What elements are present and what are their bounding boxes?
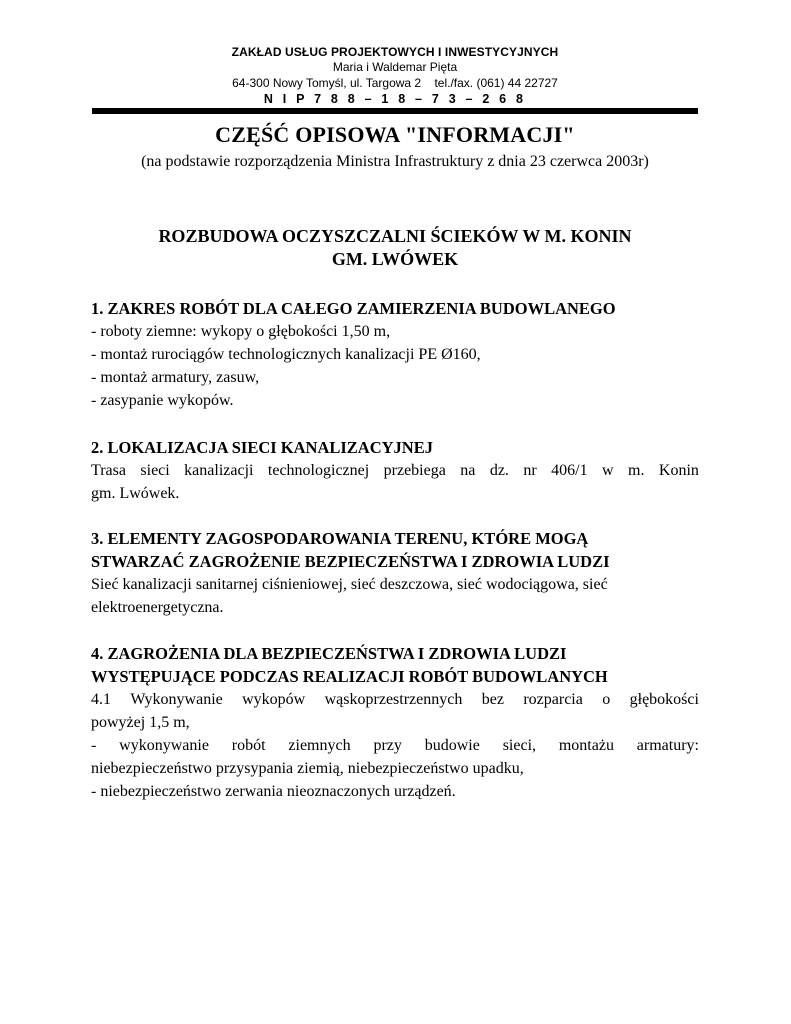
paragraph-line xyxy=(91,459,699,482)
project-title-line: GM. LWÓWEK xyxy=(331,249,459,269)
company-address: 64-300 Nowy Tomyśl, ul. Targowa 2 tel./fax. (061) 44 22727 xyxy=(232,76,558,90)
section-heading: 4. ZAGROŻENIA DLA BEZPIECZEŃSTWA I ZDROWIA LUDZI xyxy=(91,644,567,663)
word: m. xyxy=(628,462,645,479)
company-name: ZAKŁAD USŁUG PROJEKTOWYCH I INWESTYCYJNYCH xyxy=(231,45,559,59)
section-scope-of-works xyxy=(91,297,699,412)
list-item: - montaż armatury, zasuw, xyxy=(91,369,260,386)
paragraph-line: Sieć kanalizacji sanitarnej ciśnieniowej, sieć deszczowa, sieć wodociągowa, sieć xyxy=(91,576,608,593)
list-item: - zasypanie wykopów. xyxy=(91,392,234,409)
word: przy xyxy=(373,737,402,754)
section-heading: WYSTĘPUJĄCE PODCZAS REALIZACJI ROBÓT BUDOWLANYCH xyxy=(91,667,608,686)
document-subtitle: (na podstawie rozporządzenia Ministra Infrastruktury z dnia 23 czerwca 2003r) xyxy=(141,153,649,170)
list-item: - montaż rurociągów technologicznych kanalizacji PE Ø160, xyxy=(91,346,481,363)
section-site-elements xyxy=(91,527,699,619)
project-title xyxy=(92,225,698,271)
word: Wykonywanie xyxy=(130,691,223,708)
word: sieci xyxy=(140,462,170,479)
paragraph-line: elektroenergetyczna. xyxy=(91,599,224,616)
section-heading: 2. LOKALIZACJA SIECI KANALIZACYJNEJ xyxy=(91,438,433,457)
paragraph-line xyxy=(91,688,699,711)
company-owners: Maria i Waldemar Pięta xyxy=(332,60,458,74)
document-title: CZĘŚĆ OPISOWA "INFORMACJI" xyxy=(215,122,575,147)
word: rozparcia xyxy=(523,691,583,708)
paragraph-line: powyżej 1,5 m, xyxy=(91,714,190,731)
list-item: - roboty ziemne: wykopy o głębokości 1,50 m, xyxy=(91,323,391,340)
header-divider xyxy=(92,108,698,114)
section-heading: STWARZAĆ ZAGROŻENIE BEZPIECZEŃSTWA I ZDROWIA LUDZI xyxy=(91,552,610,571)
company-nip: N I P 7 8 8 – 1 8 – 7 3 – 2 6 8 xyxy=(263,92,527,106)
word: wykopów xyxy=(242,691,306,708)
section-heading: 1. ZAKRES ROBÓT DLA CAŁEGO ZAMIERZENIA BUDOWLANEGO xyxy=(91,299,616,318)
word: nr xyxy=(523,462,537,479)
word: o xyxy=(602,691,611,708)
word: wykonywanie xyxy=(119,737,209,754)
section-heading: 3. ELEMENTY ZAGOSPODAROWANIA TERENU, KTÓRE MOGĄ xyxy=(91,529,589,548)
project-title-line: ROZBUDOWA OCZYSZCZALNI ŚCIEKÓW W M. KONIN xyxy=(158,226,632,246)
paragraph-line: gm. Lwówek. xyxy=(91,485,180,502)
word: kanalizacji xyxy=(184,462,254,479)
word: montażu xyxy=(558,737,614,754)
word: sieci, xyxy=(502,737,537,754)
word: armatury: xyxy=(636,737,699,754)
word: bez xyxy=(481,691,504,708)
word: wąskoprzestrzennych xyxy=(324,691,463,708)
paragraph-line: niebezpieczeństwo przysypania ziemią, niebezpieczeństwo upadku, xyxy=(91,760,524,777)
word: ziemnych xyxy=(288,737,351,754)
paragraph-line: - niebezpieczeństwo zerwania nieoznaczonych urządzeń. xyxy=(91,783,456,800)
word: 406/1 xyxy=(551,462,588,479)
word: technologicznej xyxy=(267,462,370,479)
section-location xyxy=(91,436,699,505)
word: na xyxy=(460,462,476,479)
word: Trasa xyxy=(91,462,126,479)
word: dz. xyxy=(489,462,509,479)
word: robót xyxy=(231,737,266,754)
word: - xyxy=(91,737,97,754)
word: 4.1 xyxy=(91,691,111,708)
word: w xyxy=(602,462,614,479)
paragraph-line xyxy=(91,734,699,757)
word: budowie xyxy=(424,737,480,754)
word: przebiega xyxy=(383,462,446,479)
word: Konin xyxy=(658,462,699,479)
section-hazards xyxy=(91,642,699,803)
word: głębokości xyxy=(629,691,699,708)
